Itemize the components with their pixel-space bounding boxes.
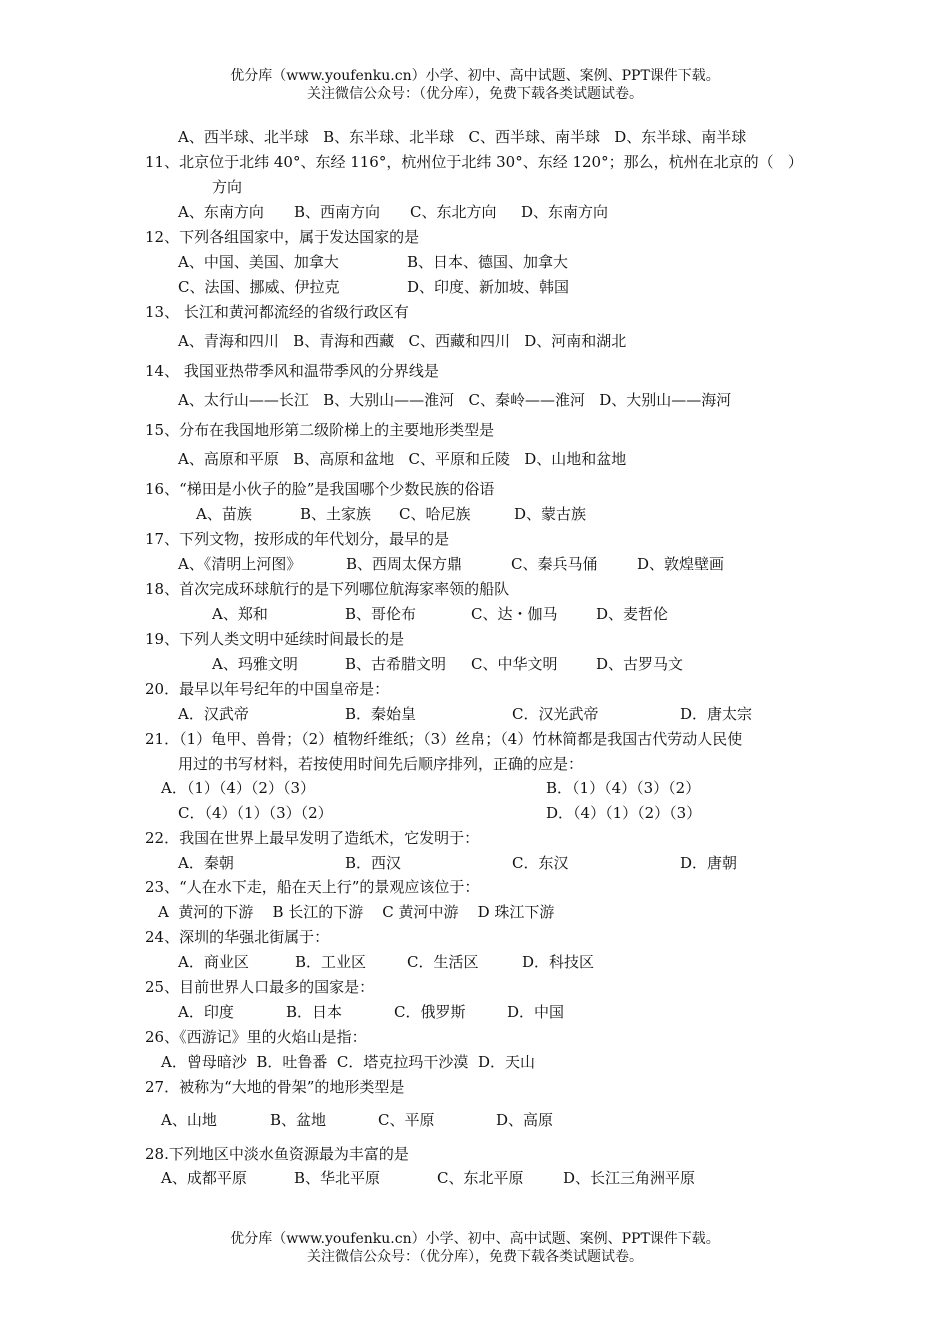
q24-option-b: B．工业区 [295,953,367,971]
q14-stem: 14、 我国亚热带季风和温带季风的分界线是 [145,362,439,380]
q23-stem: 23、“人在水下走，船在天上行”的景观应该位于： [145,878,480,896]
q12-options-row1 [0,252,950,272]
q19-option-d: D、古罗马文 [596,655,684,673]
q12-options-row2 [0,277,950,297]
q28-option-b: B、华北平原 [294,1169,381,1187]
q27-stem: 27．被称为“大地的骨架”的地形类型是 [145,1078,405,1096]
q19-options [0,654,950,674]
q27-option-b: B、盆地 [270,1111,327,1129]
page-footer-line1: 优分库（www.youfenku.cn）小学、初中、高中试题、案例、PPT课件下载。 [230,1231,720,1247]
q18-stem: 18、首次完成环球航行的是下列哪位航海家率领的船队 [145,580,510,598]
q21-options-row2 [0,803,950,823]
q28-option-d: D、长江三角洲平原 [563,1169,696,1187]
q17-stem: 17、下列文物，按形成的年代划分，最早的是 [145,530,450,548]
q13-stem: 13、 长江和黄河都流经的省级行政区有 [145,303,409,321]
q12-option-d: D、印度、新加坡、韩国 [407,278,570,296]
q23-options: A 黄河的下游 B 长江的下游 C 黄河中游 D 珠江下游 [158,903,555,921]
q21-option-c: C．（4）（1）（3）（2） [178,804,333,822]
q24-stem: 24、深圳的华强北街属于： [145,928,330,946]
q12-option-c: C、法国、挪威、伊拉克 [178,278,340,296]
q26-options: A．曾母暗沙 B．吐鲁番 C．塔克拉玛干沙漠 D．天山 [161,1053,535,1071]
q25-option-a: A．印度 [178,1003,234,1021]
q13-options: A、青海和四川 B、青海和西藏 C、西藏和四川 D、河南和湖北 [178,332,627,350]
q22-stem: 22．我国在世界上最早发明了造纸术，它发明于： [145,829,480,847]
q25-option-b: B．日本 [286,1003,343,1021]
q18-option-d: D、麦哲伦 [596,605,669,623]
q17-option-b: B、西周太保方鼎 [346,555,463,573]
page-header-line1: 优分库（www.youfenku.cn）小学、初中、高中试题、案例、PPT课件下载。 [230,68,720,84]
q12-stem: 12、下列各组国家中，属于发达国家的是 [145,228,420,246]
q22-option-c: C．东汉 [512,854,569,872]
q16-stem: 16、“梯田是小伙子的脸”是我国哪个少数民族的俗语 [145,480,495,498]
q24-option-a: A．商业区 [178,953,249,971]
q25-option-d: D．中国 [507,1003,565,1021]
q24-option-c: C．生活区 [407,953,479,971]
q16-option-a: A、苗族 [196,505,252,523]
q25-stem: 25、目前世界人口最多的国家是： [145,978,375,996]
q27-option-d: D、高原 [496,1111,554,1129]
q14-options: A、太行山——长江 B、大别山——淮河 C、秦岭——淮河 D、大别山——海河 [178,391,732,409]
q16-option-c: C、哈尼族 [399,505,471,523]
q10-options: A、西半球、北半球 B、东半球、北半球 C、西半球、南半球 D、东半球、南半球 [178,128,747,146]
q19-option-b: B、古希腊文明 [345,655,447,673]
q16-option-b: B、土家族 [300,505,372,523]
q18-option-c: C、达・伽马 [471,605,558,623]
q19-stem: 19、下列人类文明中延续时间最长的是 [145,630,405,648]
q17-option-a: A、《清明上河图》 [178,555,302,573]
q17-option-d: D、敦煌壁画 [637,555,725,573]
q25-option-c: C．俄罗斯 [394,1003,466,1021]
q11-option-b: B、西南方向 [294,203,381,221]
page-header-line2: 关注微信公众号：（优分库），免费下载各类试题试卷。 [307,86,643,102]
q22-option-a: A．秦朝 [178,854,234,872]
q17-options [0,554,950,574]
q18-options [0,604,950,624]
q20-option-d: D．唐太宗 [680,705,753,723]
q21-option-a: A．（1）（4）（2）（3） [161,779,316,797]
q24-options [0,952,950,972]
q18-option-b: B、哥伦布 [345,605,417,623]
q26-stem: 26、《西游记》里的火焰山是指： [145,1028,367,1046]
q15-options: A、高原和平原 B、高原和盆地 C、平原和丘陵 D、山地和盆地 [178,450,627,468]
q16-option-d: D、蒙古族 [514,505,587,523]
q20-option-c: C．汉光武帝 [512,705,599,723]
q19-option-c: C、中华文明 [471,655,558,673]
q11-options [0,202,950,222]
q12-option-a: A、中国、美国、加拿大 [178,253,339,271]
q21-stem-cont: 用过的书写材料，若按使用时间先后顺序排列，正确的应是： [178,755,584,773]
q18-option-a: A、郑和 [212,605,268,623]
q22-option-b: B．西汉 [345,854,402,872]
q20-option-b: B．秦始皇 [345,705,417,723]
q11-option-c: C、东北方向 [410,203,497,221]
q15-stem: 15、分布在我国地形第二级阶梯上的主要地形类型是 [145,421,495,439]
q28-options [0,1168,950,1188]
q19-option-a: A、玛雅文明 [212,655,298,673]
q21-option-d: D．（4）（1）（2）（3） [546,804,702,822]
q20-option-a: A．汉武帝 [178,705,249,723]
q21-options-row1 [0,778,950,798]
q20-options [0,704,950,724]
q11-stem-cont: 方向 [212,178,243,196]
q17-option-c: C、秦兵马俑 [511,555,598,573]
q27-option-c: C、平原 [378,1111,435,1129]
q21-option-b: B．（1）（4）（3）（2） [546,779,701,797]
q27-option-a: A、山地 [161,1111,217,1129]
q11-option-d: D、东南方向 [521,203,609,221]
q25-options [0,1002,950,1022]
q21-stem: 21．（1）龟甲、兽骨；（2）植物纤维纸；（3）丝帛；（4）竹林简都是我国古代劳动人民使 [145,730,743,748]
q27-options [0,1110,950,1130]
page-footer-line2: 关注微信公众号：（优分库），免费下载各类试题试卷。 [307,1249,643,1265]
q11-option-a: A、东南方向 [178,203,264,221]
q28-option-a: A、成都平原 [161,1169,247,1187]
q28-stem: 28.下列地区中淡水鱼资源最为丰富的是 [145,1145,409,1163]
q28-option-c: C、东北平原 [437,1169,524,1187]
q12-option-b: B、日本、德国、加拿大 [407,253,569,271]
q22-options [0,853,950,873]
q22-option-d: D．唐朝 [680,854,738,872]
q24-option-d: D．科技区 [522,953,595,971]
q16-options [0,504,950,524]
q11-stem: 11、北京位于北纬 40°、东经 116°，杭州位于北纬 30°、东经 120°；那么，杭州在北京的（ ） [145,153,803,171]
q20-stem: 20．最早以年号纪年的中国皇帝是： [145,680,390,698]
